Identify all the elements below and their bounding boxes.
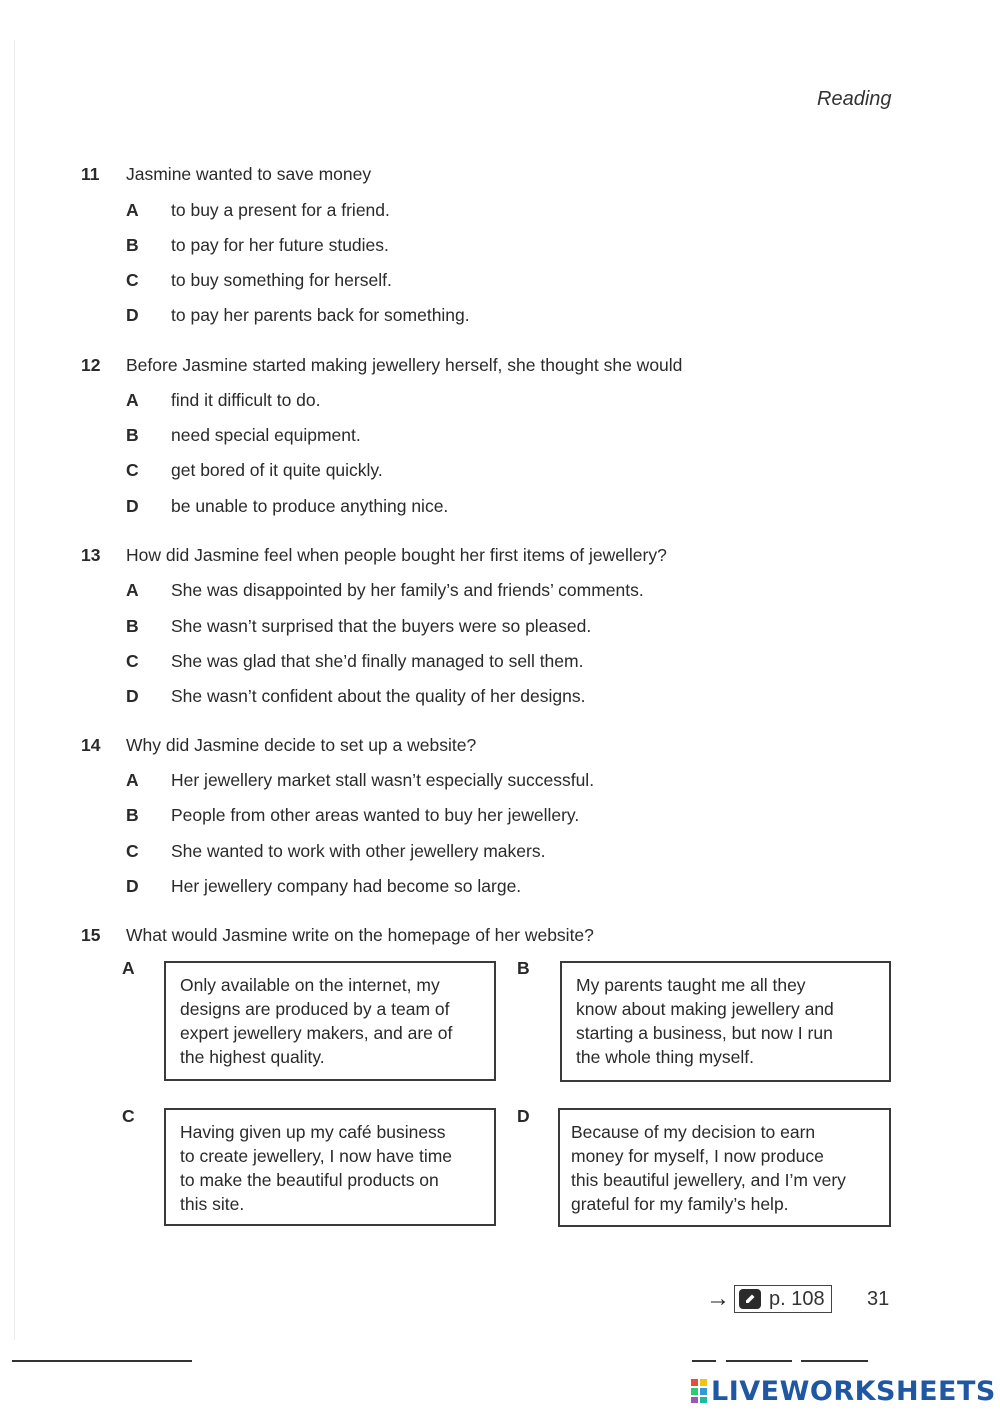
liveworksheets-wordmark: LIVEWORKSHEETS xyxy=(711,1375,996,1407)
question-11-text: Jasmine wanted to save money xyxy=(126,164,372,184)
question-12-option-d-letter: D xyxy=(126,496,139,516)
question-12-option-a: find it difficult to do. xyxy=(171,390,321,410)
question-15-box-a-letter: A xyxy=(122,958,135,978)
question-14-number: 14 xyxy=(81,735,101,755)
question-15-box-b-letter: B xyxy=(517,958,530,978)
box-line: expert jewellery makers, and are of xyxy=(180,1023,453,1043)
question-14-option-c: She wanted to work with other jewellery makers. xyxy=(171,841,546,861)
question-15-box-c-letter: C xyxy=(122,1106,135,1126)
question-14-option-c-letter: C xyxy=(126,841,139,861)
pencil-icon xyxy=(739,1289,761,1309)
question-12-option-b-letter: B xyxy=(126,425,139,445)
question-12-option-b: need special equipment. xyxy=(171,425,361,445)
box-line: money for myself, I now produce xyxy=(571,1146,824,1166)
box-line: grateful for my family’s help. xyxy=(571,1194,789,1214)
question-14-text: Why did Jasmine decide to set up a website? xyxy=(126,735,477,755)
question-13-option-a-letter: A xyxy=(126,580,139,600)
question-14-option-d: Her jewellery company had become so large. xyxy=(171,876,522,896)
box-line: this site. xyxy=(180,1194,245,1214)
page-number: 31 xyxy=(867,1288,890,1310)
question-15-box-d xyxy=(558,1108,891,1227)
question-11-option-a: to buy a present for a friend. xyxy=(171,200,390,220)
question-15-box-a xyxy=(164,961,496,1081)
box-line: this beautiful jewellery, and I’m very xyxy=(571,1170,846,1190)
liveworksheets-logo-icon xyxy=(690,1378,708,1404)
question-14-option-b: People from other areas wanted to buy her jewellery. xyxy=(171,805,580,825)
question-12-option-c: get bored of it quite quickly. xyxy=(171,460,383,480)
box-line: starting a business, but now I run xyxy=(576,1023,833,1043)
question-11-option-b-letter: B xyxy=(126,235,139,255)
question-13-option-b-letter: B xyxy=(126,616,139,636)
right-arrow-icon: → xyxy=(706,1285,730,1312)
question-11-option-d-letter: D xyxy=(126,305,139,325)
footer-divider xyxy=(692,1360,716,1362)
question-13-number: 13 xyxy=(81,545,101,565)
footer-divider xyxy=(726,1360,792,1362)
question-15-text: What would Jasmine write on the homepage of her website? xyxy=(126,925,594,945)
question-11-option-c: to buy something for herself. xyxy=(171,270,392,290)
section-title: Reading xyxy=(817,88,892,110)
box-line: Only available on the internet, my xyxy=(180,975,440,995)
question-12-option-d: be unable to produce anything nice. xyxy=(171,496,449,516)
question-13-option-c: She was glad that she’d finally managed to sell them. xyxy=(171,651,584,671)
question-14-option-b-letter: B xyxy=(126,805,139,825)
question-13-option-c-letter: C xyxy=(126,651,139,671)
question-12-option-a-letter: A xyxy=(126,390,139,410)
question-13-option-a: She was disappointed by her family’s and friends’ comments. xyxy=(171,580,644,600)
question-14-option-a: Her jewellery market stall wasn’t especially successful. xyxy=(171,770,595,790)
page-edge-line xyxy=(14,40,15,1340)
question-12-option-c-letter: C xyxy=(126,460,139,480)
question-14-option-d-letter: D xyxy=(126,876,139,896)
box-line: to create jewellery, I now have time xyxy=(180,1146,453,1166)
question-15-box-d-letter: D xyxy=(517,1106,530,1126)
footer-divider xyxy=(12,1360,192,1362)
question-12-number: 12 xyxy=(81,355,101,375)
box-line: Having given up my café business xyxy=(180,1122,446,1142)
reference-box xyxy=(734,1285,832,1313)
page-reference xyxy=(706,1284,832,1314)
box-line: Because of my decision to earn xyxy=(571,1122,816,1142)
reference-page: p. 108 xyxy=(769,1287,825,1310)
question-12-text: Before Jasmine started making jewellery herself, she thought she would xyxy=(126,355,683,375)
footer-divider xyxy=(801,1360,868,1362)
question-15-box-c xyxy=(164,1108,496,1226)
question-11-option-c-letter: C xyxy=(126,270,139,290)
question-13-option-b: She wasn’t surprised that the buyers were so pleased. xyxy=(171,616,592,636)
liveworksheets-logo xyxy=(690,1374,996,1408)
question-13-text: How did Jasmine feel when people bought her first items of jewellery? xyxy=(126,545,667,565)
question-11-number: 11 xyxy=(81,164,100,184)
question-13-option-d-letter: D xyxy=(126,686,139,706)
question-11-option-b: to pay for her future studies. xyxy=(171,235,389,255)
box-line: My parents taught me all they xyxy=(576,975,806,995)
box-line: designs are produced by a team of xyxy=(180,999,450,1019)
box-line: to make the beautiful products on xyxy=(180,1170,439,1190)
question-11-option-a-letter: A xyxy=(126,200,139,220)
box-line: the highest quality. xyxy=(180,1047,325,1067)
question-15-number: 15 xyxy=(81,925,101,945)
question-13-option-d: She wasn’t confident about the quality of her designs. xyxy=(171,686,586,706)
question-14-option-a-letter: A xyxy=(126,770,139,790)
question-11-option-d: to pay her parents back for something. xyxy=(171,305,470,325)
box-line: know about making jewellery and xyxy=(576,999,834,1019)
question-15-box-b xyxy=(560,961,891,1082)
box-line: the whole thing myself. xyxy=(576,1047,755,1067)
